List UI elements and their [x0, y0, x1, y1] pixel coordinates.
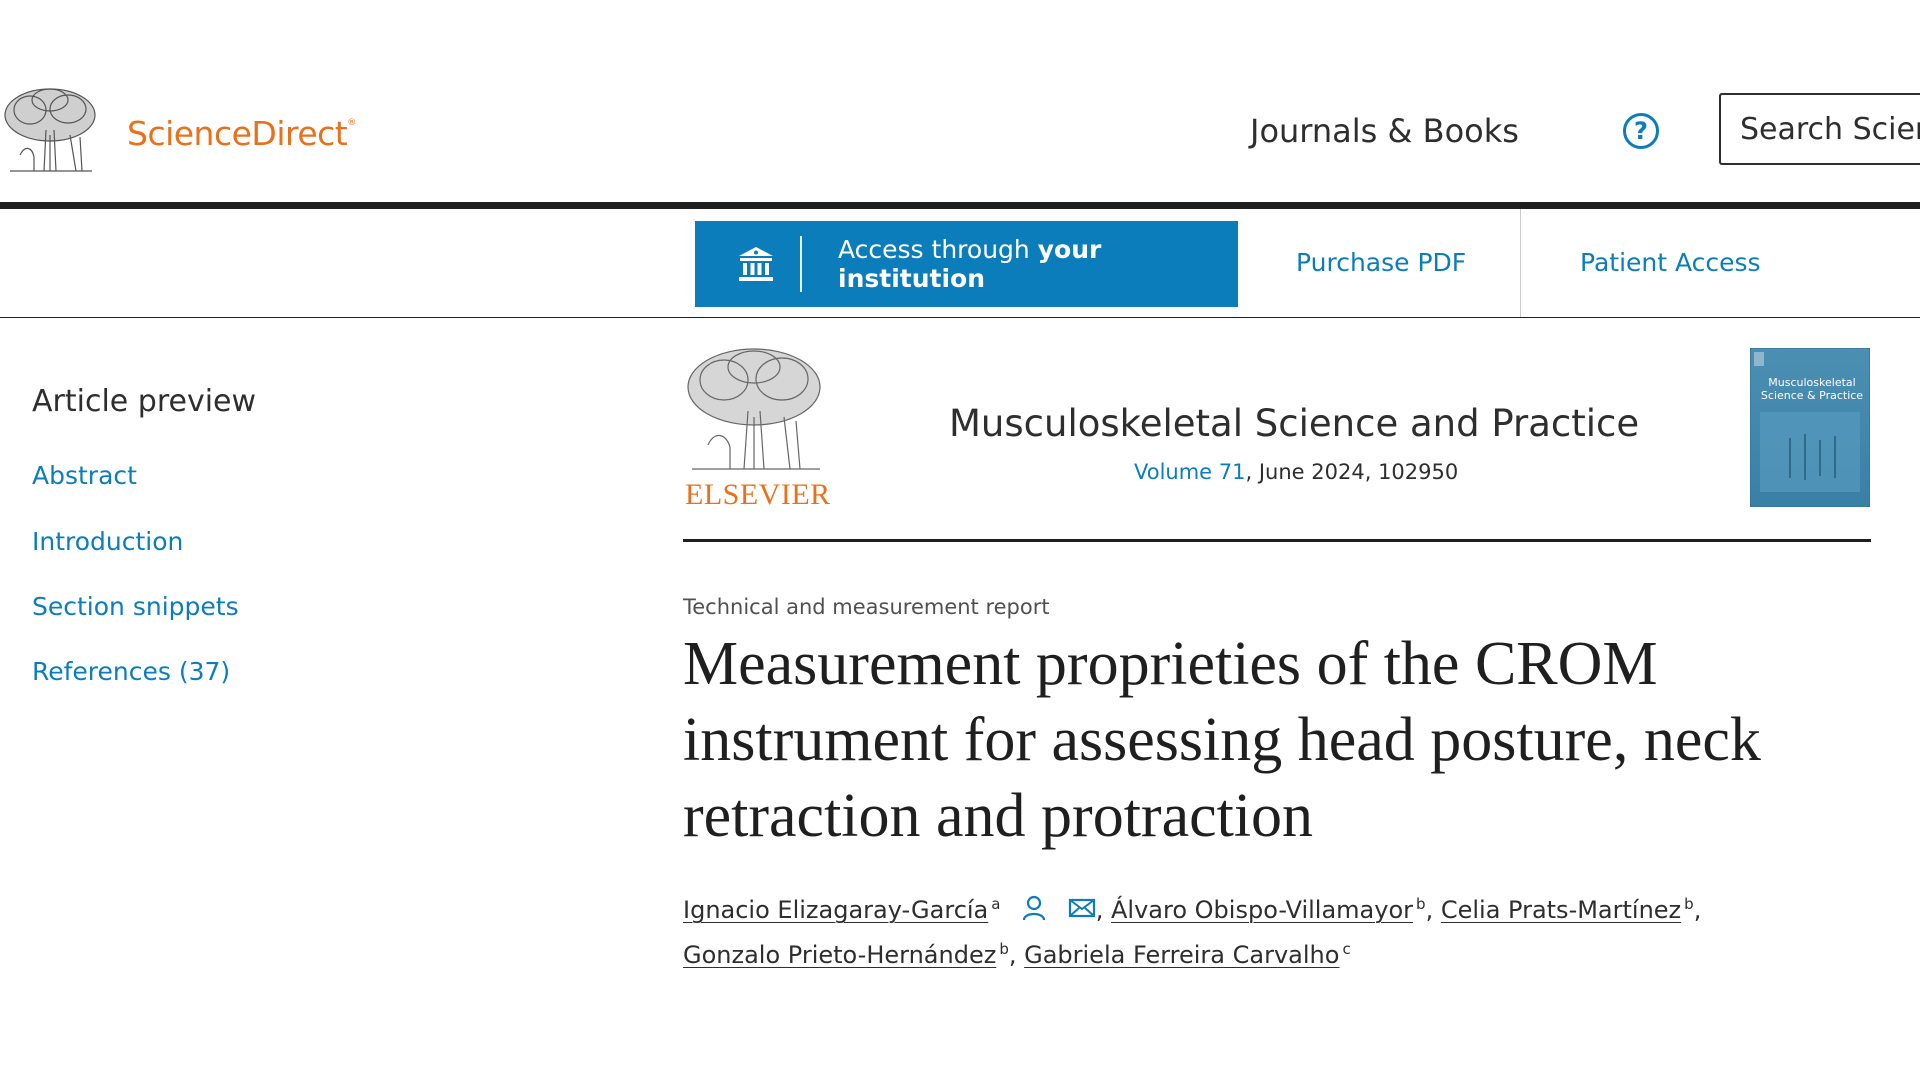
- access-separator: [1520, 209, 1521, 317]
- svg-text:Science & Practice: Science & Practice: [1760, 389, 1864, 402]
- journal-volume-info: Volume 71, June 2024, 102950: [1134, 460, 1459, 484]
- journal-title[interactable]: Musculoskeletal Science and Practice: [949, 402, 1640, 445]
- help-circle-icon[interactable]: [1623, 113, 1659, 149]
- author-link[interactable]: Álvaro Obispo-Villamayor: [1111, 896, 1414, 924]
- journal-cover-image[interactable]: [1750, 348, 1870, 507]
- sciencedirect-logo[interactable]: ScienceDirect®: [127, 114, 356, 153]
- header-divider: [0, 202, 1920, 209]
- access-bar-divider: [0, 317, 1920, 318]
- access-label: Access through your institution: [838, 235, 1102, 293]
- affiliation-mark: b: [1684, 895, 1694, 913]
- article-type-label: Technical and measurement report: [683, 595, 1050, 619]
- author-link[interactable]: Gabriela Ferreira Carvalho: [1024, 941, 1340, 969]
- purchase-pdf-link[interactable]: Purchase PDF: [1296, 248, 1467, 277]
- author-link[interactable]: Gonzalo Prieto-Hernández: [683, 941, 997, 969]
- button-divider: [800, 236, 802, 292]
- help-symbol: ?: [1634, 117, 1648, 145]
- patient-access-link[interactable]: Patient Access: [1580, 248, 1761, 277]
- search-box[interactable]: [1719, 93, 1920, 165]
- author-link[interactable]: Celia Prats-Martínez: [1440, 896, 1682, 924]
- affiliation-mark: b: [1416, 895, 1426, 913]
- affiliation-mark: c: [1342, 940, 1351, 958]
- article-preview-heading: Article preview: [32, 384, 257, 419]
- access-institution-button[interactable]: [695, 221, 1238, 307]
- institution-icon: [725, 244, 786, 284]
- journals-books-link[interactable]: Journals & Books: [1250, 112, 1519, 150]
- sidebar-link-references[interactable]: References (37): [32, 657, 231, 686]
- journal-header-divider: [683, 539, 1871, 542]
- affiliation-mark: b: [999, 940, 1009, 958]
- svg-text:Musculoskeletal: Musculoskeletal: [1768, 376, 1856, 389]
- author-line-1: Ignacio Elizagaray-García $^a$ , Álvaro Obispo-Villamayor $^b$, Celia Prats-Martínez $^b$,: [683, 895, 1701, 927]
- sidebar-link-section-snippets[interactable]: Section snippets: [32, 592, 239, 621]
- person-icon[interactable]: [1022, 895, 1046, 927]
- elsevier-tree-logo[interactable]: [0, 85, 100, 177]
- sidebar-link-introduction[interactable]: Introduction: [32, 527, 184, 556]
- elsevier-tree-image[interactable]: [684, 347, 826, 474]
- search-input[interactable]: [1721, 95, 1920, 163]
- author-line-2: Gonzalo Prieto-Hernández $^b$, Gabriela Ferreira Carvalho $^c$: [683, 940, 1351, 969]
- envelope-icon[interactable]: [1068, 897, 1096, 925]
- sidebar-link-abstract[interactable]: Abstract: [32, 461, 137, 490]
- elsevier-wordmark: ELSEVIER: [685, 478, 831, 511]
- registered-mark: ®: [347, 118, 356, 128]
- volume-link[interactable]: Volume 71: [1134, 460, 1246, 484]
- article-title: Measurement proprieties of the CROM instrument for assessing head posture, neck retraction and protraction: [683, 630, 1761, 850]
- affiliation-mark: a: [991, 895, 1001, 913]
- author-link[interactable]: Ignacio Elizagaray-García: [683, 896, 989, 924]
